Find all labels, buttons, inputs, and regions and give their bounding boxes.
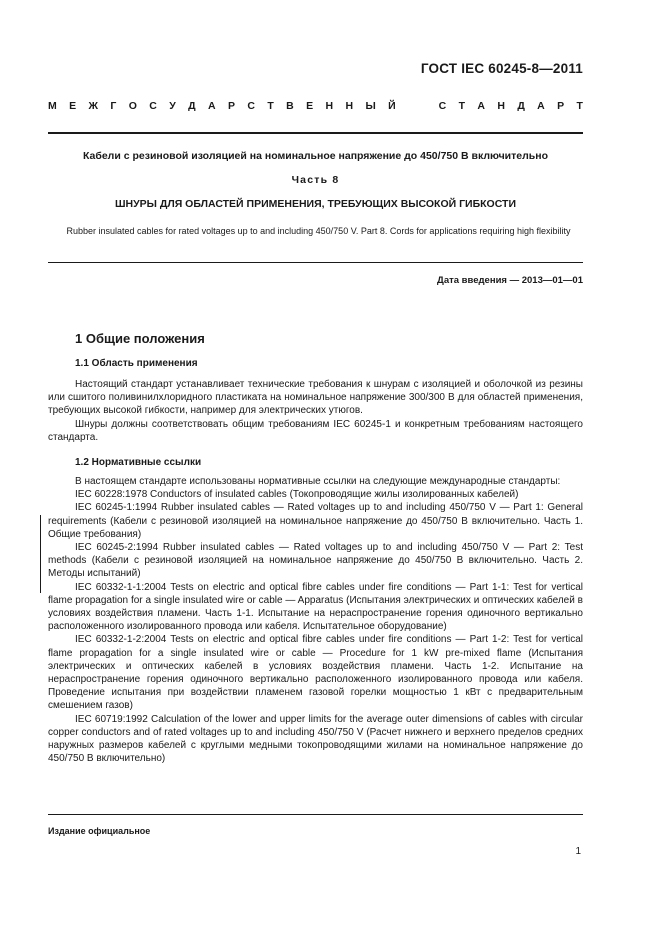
reference-item: IEC 60245-1:1994 Rubber insulated cables — Rated voltages up to and including 450/750 V — Part 1: General requirements (Кабели с резиновой изоляцией на номинальное напряжение до 450/750 В включительно. Часть 1. Общие требования) — [48, 502, 583, 540]
english-title: Rubber insulated cables for rated voltages up to and including 450/750 V. Part 8. Cords for applications requiring high flexibility — [66, 226, 571, 236]
section-heading: 1 Общие положения — [75, 331, 205, 346]
banner-letter: Г — [110, 100, 117, 112]
banner-letter: Н — [325, 100, 334, 112]
banner-letter: У — [169, 100, 176, 112]
banner-letter: Р — [227, 100, 235, 112]
scope-text — [48, 378, 583, 444]
banner-letter: Й — [388, 100, 396, 112]
banner-letter: В — [286, 100, 294, 112]
banner-letter: Т — [458, 100, 465, 112]
banner-letter: Н — [345, 100, 354, 112]
footer-divider — [48, 814, 583, 815]
banner-letter: С — [149, 100, 157, 112]
banner-letter: А — [208, 100, 216, 112]
banner-letter: Р — [557, 100, 565, 112]
effective-date: Дата введения — 2013—01—01 — [437, 275, 583, 286]
paragraph: В настоящем стандарте использованы нормативные ссылки на следующие международные стандарты: — [75, 476, 561, 487]
banner-letter: М — [48, 100, 57, 112]
standard-title: Кабели с резиновой изоляцией на номинальное напряжение до 450/750 В включительно — [82, 150, 548, 162]
interstate-standard-banner — [48, 100, 583, 112]
banner-letter: Т — [267, 100, 274, 112]
banner-letter: Т — [576, 100, 583, 112]
banner-gap — [423, 100, 426, 112]
banner-letter: Е — [69, 100, 77, 112]
page-number: 1 — [575, 846, 581, 857]
reference-item: IEC 60719:1992 Calculation of the lower and upper limits for the average outer dimensions of cables with circular copper conductors and of rated voltages up to and including 450/750 V (Расчет нижнего и верхнего пределов средних наружных размеров кабелей с круглыми медными токопроводящими жилами на номинальное напряжение до 450/750 В включительно) — [48, 713, 583, 765]
banner-letter: Д — [517, 100, 525, 112]
header-divider — [48, 132, 583, 134]
banner-letter: Н — [497, 100, 505, 112]
banner-letter: С — [438, 100, 447, 112]
banner-letter: А — [537, 100, 545, 112]
banner-letter: Д — [188, 100, 196, 112]
banner-letter: О — [128, 100, 137, 112]
subsection-heading-references: 1.2 Нормативные ссылки — [75, 457, 202, 468]
reference-item: IEC 60332-1-2:2004 Tests on electric and optical fibre cables under fire conditions — Part 1-2: Test for vertical flame propagation for a single insulated wire or cable — Procedure for 1 kW pre-mixed flame (Испытания электрических и оптических кабелей в условиях воздействия пламени. Часть 1-2. Испытание на нераспространение горения одиночного вертикально расположенного изолированного провода или кабеля. Проведение испытания при воздействии пламенем газовой горелки мощностью 1 кВт с предварительным смешением газов) — [48, 634, 583, 712]
paragraph: Настоящий стандарт устанавливает технические требования к шнурам с изоляцией и оболочкой из резины или сшитого поливинилхлоридного пластиката на номинальное напряжение 300/300 В для областей применения, требующих высокой гибкости, например для электрических утюгов. — [48, 379, 583, 417]
document-code: ГОСТ IEC 60245-8—2011 — [420, 61, 583, 76]
references-text — [48, 475, 583, 765]
banner-letter: Е — [306, 100, 314, 112]
banner-letter: Ж — [88, 100, 99, 112]
reference-item: IEC 60228:1978 Conductors of insulated cables (Токопроводящие жилы изолированных кабелей) — [75, 489, 519, 501]
banner-gap — [408, 100, 411, 112]
banner-letter: А — [477, 100, 485, 112]
subsection-heading-scope: 1.1 Область применения — [75, 358, 198, 369]
paragraph: Шнуры должны соответствовать общим требованиям IEC 60245-1 и конкретным требованиям настоящего стандарта. — [48, 418, 583, 443]
change-bar — [40, 515, 41, 593]
part-label: Часть 8 — [291, 174, 340, 186]
part-title: ШНУРЫ ДЛЯ ОБЛАСТЕЙ ПРИМЕНЕНИЯ, ТРЕБУЮЩИХ ВЫСОКОЙ ГИБКОСТИ — [115, 198, 516, 210]
reference-item: IEC 60245-2:1994 Rubber insulated cables — Rated voltages up to and including 450/750 V — Part 2: Test methods (Кабели с резиновой изоляцией на номинальное напряжение до 450/750 В включительно. Часть 2. Методы испытаний) — [48, 542, 583, 580]
title-divider — [48, 262, 583, 263]
banner-letter: С — [247, 100, 255, 112]
edition-label: Издание официальное — [48, 826, 151, 836]
reference-item: IEC 60332-1-1:2004 Tests on electric and optical fibre cables under fire conditions — Part 1-1: Test for vertical flame propagation for a single insulated wire or cable — Apparatus (Испытания электрических и оптических кабелей в условиях воздействия пламени. Часть 1-1. Испытание на нераспространение горения одиночного вертикально расположенного изолированного провода или кабеля. Испытательное оборудование) — [48, 581, 583, 633]
banner-letter: Ы — [365, 100, 376, 112]
